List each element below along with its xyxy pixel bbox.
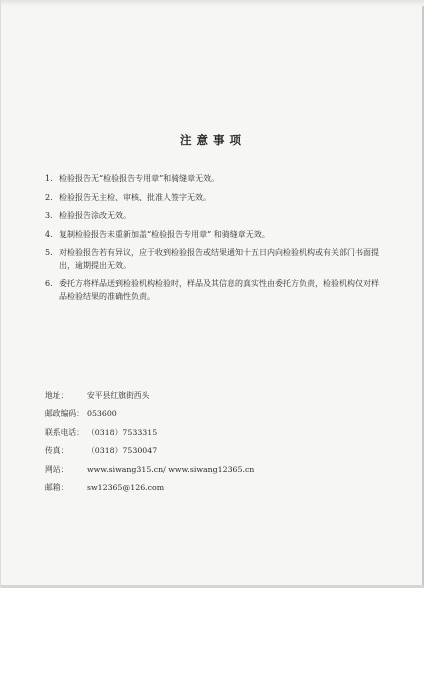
phone-value: （0318）7533315 — [87, 427, 158, 437]
page-title: 注意事项 — [180, 133, 246, 147]
note-number: 4. — [45, 229, 53, 239]
contact-postcode-row — [45, 405, 345, 424]
note-number: 2. — [45, 192, 53, 202]
note-number: 5. — [45, 248, 53, 258]
contact-info — [45, 386, 345, 497]
contact-email-row — [45, 479, 345, 498]
email-value: sw12365@126.com — [87, 483, 165, 493]
note-text: 检验报告无“检验报告专用章”和骑缝章无效。 — [59, 174, 220, 183]
note-item-1 — [45, 173, 385, 185]
page-top-shadow — [1, 0, 424, 6]
contact-fax-row — [45, 442, 345, 461]
fax-label: 传真： — [45, 446, 69, 456]
note-item-4 — [45, 229, 385, 241]
email-label: 邮箱： — [45, 483, 69, 493]
address-value: 安平县红旗街西头 — [87, 390, 150, 400]
fax-value: （0318）7530047 — [87, 446, 158, 456]
note-number: 1. — [45, 174, 53, 183]
address-label: 地址： — [45, 390, 69, 400]
phone-label: 联系电话： — [45, 427, 84, 437]
contact-address-row — [45, 386, 345, 405]
note-item-2 — [45, 192, 385, 204]
website-value: www.siwang315.cn/ www.siwang12365.cn — [87, 464, 255, 474]
website-label: 网站： — [45, 464, 69, 474]
note-item-5 — [45, 247, 385, 272]
postcode-label: 邮政编码： — [45, 409, 84, 419]
note-text: 对检验报告若有异议，应于收到检验报告或结果通知十五日内向检验机构或有关部门书面提出，逾期提出无效。 — [59, 248, 379, 270]
note-number: 6. — [45, 279, 53, 289]
contact-website-row — [45, 460, 345, 479]
postcode-value: 053600 — [87, 409, 117, 419]
note-item-3 — [45, 210, 385, 222]
contact-phone-row — [45, 423, 345, 442]
page-bottom-edge — [1, 585, 424, 588]
note-number: 3. — [45, 211, 53, 221]
note-text: 委托方将样品送到检验机构检验时，样品及其信息的真实性由委托方负责，检验机构仅对样品检验结果的准确性负责。 — [59, 279, 379, 301]
notes-list — [45, 173, 385, 309]
note-text: 检验报告涂改无效。 — [59, 211, 131, 221]
note-text: 检验报告无主检、审核、批准人签字无效。 — [59, 192, 211, 202]
note-item-6 — [45, 278, 385, 303]
note-text: 复制检验报告未重新加盖“检验报告专用章” 和骑缝章无效。 — [59, 229, 270, 239]
